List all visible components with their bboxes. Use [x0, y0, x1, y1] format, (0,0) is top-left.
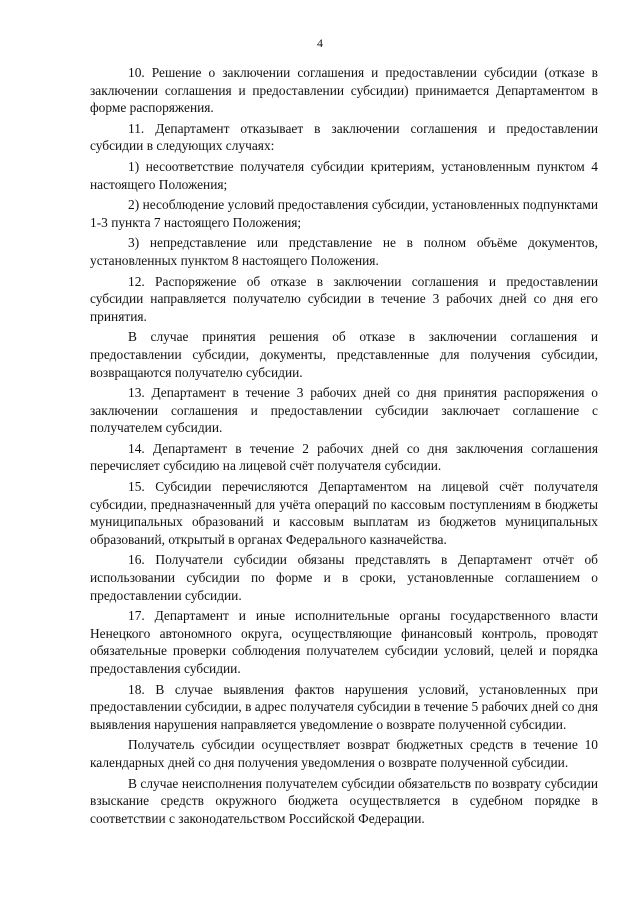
paragraph-14: 14. Департамент в течение 2 рабочих дней со дня заключения соглашения перечисляет субсидию на лицевой счёт получателя субсидии.: [90, 440, 598, 474]
paragraph-18-enforcement: В случае неисполнения получателем субсидии обязательств по возврату субсидии взыскание средств окружного бюджета осуществляется в судебном порядке в соответствии с законодательством Российской Федерации.: [90, 775, 598, 826]
paragraph-11-item-2: 2) несоблюдение условий предоставления субсидии, установленных подпунктами 1-3 пункта 7 настоящего Положения;: [90, 197, 598, 230]
paragraph-12-refusal: В случае принятия решения об отказе в заключении соглашения и предоставлении субсидии, документы, представленные для получения субсидии, возвращаются получателю субсидии.: [90, 329, 598, 380]
paragraph-16: 16. Получатели субсидии обязаны представлять в Департамент отчёт об использовании субсидии по форме и в сроки, установленные соглашением о предоставлении субсидии.: [90, 552, 598, 603]
paragraph-11-item-3: 3) непредставление или представление не в полном объёме документов, установленных пунктом 8 настоящего Положения.: [90, 235, 598, 268]
paragraph-18: 18. В случае выявления фактов нарушения условий, установленных при предоставлении субсидии, в адрес получателя субсидии в течение 5 рабочих дней со дня выявления нарушения направляется уведомление о возврате полученной субсидии.: [90, 681, 598, 732]
paragraph-10: 10. Решение о заключении соглашения и предоставлении субсидии (отказе в заключении соглашения и предоставлении субсидии) принимается Департаментом в форме распоряжения.: [90, 65, 598, 116]
paragraph-18-return: Получатель субсидии осуществляет возврат бюджетных средств в течение 10 календарных дней со дня получения уведомления о возврате полученной субсидии.: [90, 737, 598, 770]
paragraph-15: 15. Субсидии перечисляются Департаментом на лицевой счёт получателя субсидии, предназначенный для учёта операций по кассовым поступлениям в бюджеты муниципальных образований и кассовым выплатам из бюджетов муниципальных образований, открытый в органах Федерального казначейства.: [90, 479, 598, 547]
paragraph-13: 13. Департамент в течение 3 рабочих дней со дня принятия распоряжения о заключении соглашения и предоставлении субсидии заключает соглашение с получателем субсидии.: [90, 385, 598, 436]
paragraph-12: 12. Распоряжение об отказе в заключении соглашения и предоставлении субсидии направляется получателю субсидии в течение 3 рабочих дней со дня его принятия.: [90, 273, 598, 324]
document-body: [90, 64, 598, 830]
paragraph-17: 17. Департамент и иные исполнительные органы государственного власти Ненецкого автономного округа, осуществляющие финансовый контроль, проводят обязательные проверки соблюдения получателем субсидии условий, целей и порядка предоставления субсидии.: [90, 608, 598, 676]
paragraph-11: 11. Департамент отказывает в заключении соглашения и предоставлении субсидии в следующих случаях:: [90, 120, 598, 154]
page-number: 4: [317, 36, 323, 50]
paragraph-11-item-1: 1) несоответствие получателя субсидии критериям, установленным пунктом 4 настоящего Положения;: [90, 158, 598, 192]
